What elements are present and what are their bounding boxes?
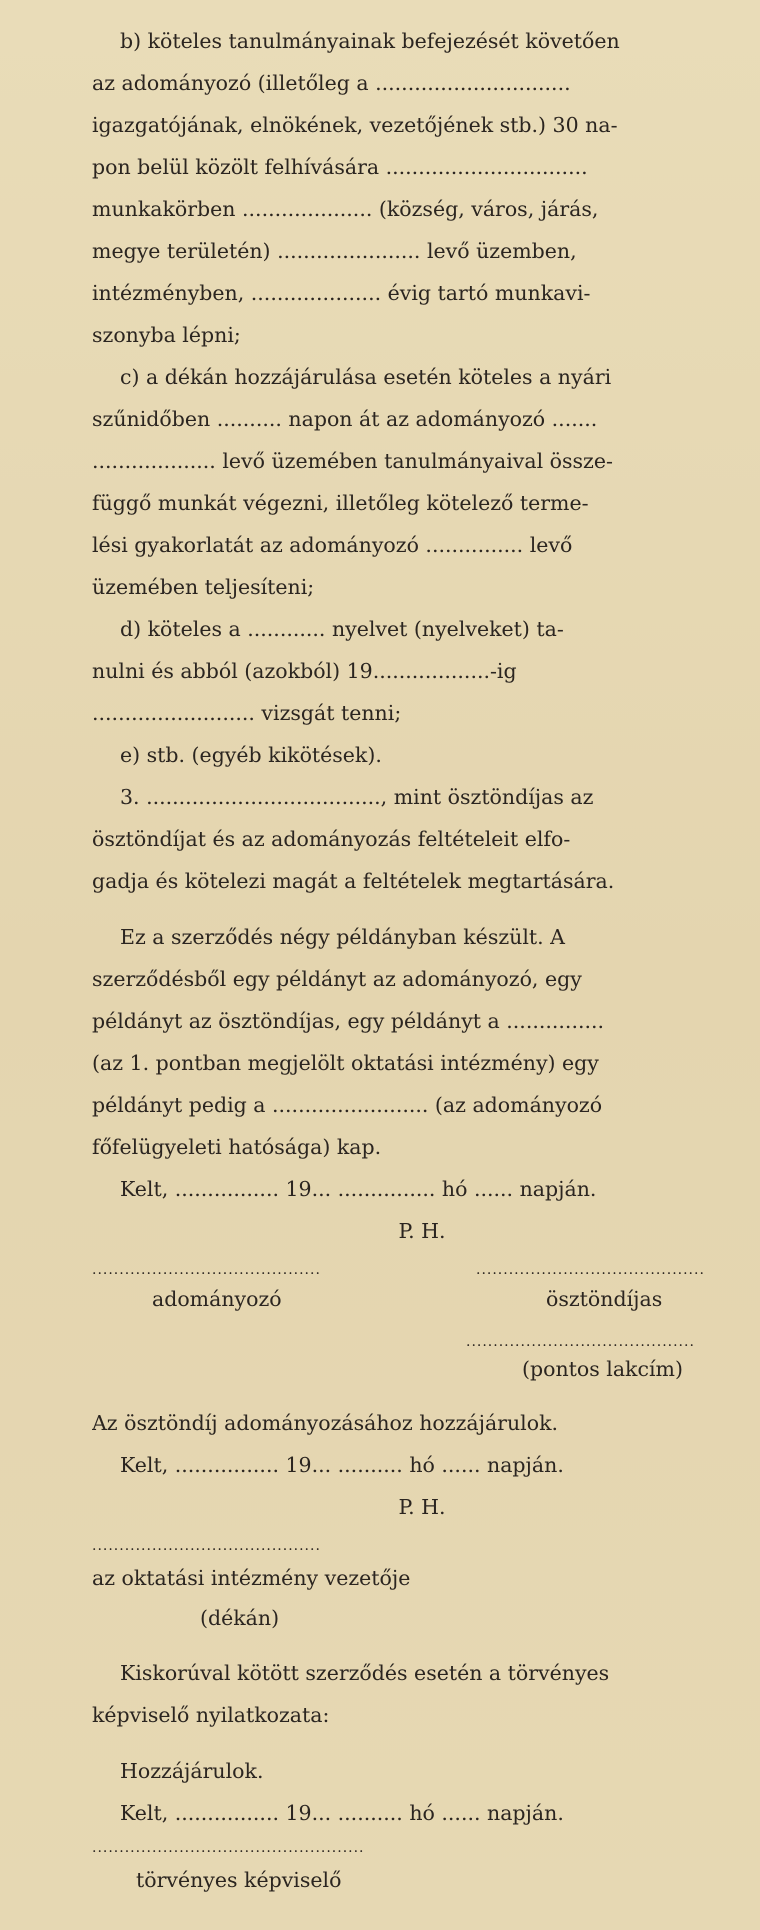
text-line: főfelügyeleti hatósága) kap. (92, 1135, 382, 1159)
signature-labels (92, 1282, 752, 1326)
scholar-label: ösztöndíjas (546, 1287, 663, 1311)
closing-paragraph (92, 916, 752, 1168)
donor-label: adományozó (152, 1287, 282, 1311)
text-line: b) köteles tanulmányainak befejezését követően (120, 29, 620, 53)
text-line: szonyba lépni; (92, 323, 241, 347)
paragraph-d (92, 608, 752, 734)
date-line: Kelt, ................ 19... ............... hó ...... napján. (120, 1177, 597, 1201)
text-line: Kiskorúval kötött szerződés esetén a törvényes (120, 1661, 610, 1685)
stamp-placeholder: P. H. (398, 1495, 446, 1519)
paragraph-3 (92, 776, 752, 902)
text-line: munkakörben .................... (község, város, járás, (92, 197, 599, 221)
text-line: c) a dékán hozzájárulása esetén köteles a nyári (120, 365, 612, 389)
signature-line-representative: .................................................. (92, 1840, 365, 1856)
text-line: ................... levő üzemében tanulmányaival össze- (92, 449, 613, 473)
signature-line-scholar: .......................................... (476, 1262, 705, 1278)
text-line: függő munkát végezni, illetőleg kötelező terme- (92, 491, 589, 515)
date-line: Kelt, ................ 19... .......... hó ...... napján. (120, 1453, 564, 1477)
paragraph-c (92, 356, 752, 608)
text-line: Ez a szerződés négy példányban készült. A (120, 925, 565, 949)
text-line: 3. ...................................., mint ösztöndíjas az (120, 785, 594, 809)
text-line: lési gyakorlatát az adományozó ............... levő (92, 533, 573, 557)
text-line: ösztöndíjat és az adományozás feltételeit elfo- (92, 827, 571, 851)
signature-line-dean: .......................................... (92, 1538, 321, 1554)
dean-label: az oktatási intézmény vezetője (92, 1566, 411, 1590)
dean-title: (dékán) (200, 1606, 280, 1630)
text-line: megye területén) ...................... levő üzemben, (92, 239, 577, 263)
text-line: igazgatójának, elnökének, vezetőjének stb.) 30 na- (92, 113, 618, 137)
consent-text: Az ösztöndíj adományozásához hozzájárulok. (92, 1411, 559, 1435)
text-line: nulni és abból (azokból) 19..................-ig (92, 659, 517, 683)
text-line: Hozzájárulok. (120, 1759, 264, 1783)
paragraph-b (92, 20, 752, 356)
text-line: példányt az ösztöndíjas, egy példányt a ............... (92, 1009, 605, 1033)
address-row (92, 1326, 752, 1352)
text-line: intézményben, .................... évig tartó munkavi- (92, 281, 591, 305)
signature-line-donor: .......................................... (92, 1262, 321, 1278)
text-line: képviselő nyilatkozata: (92, 1703, 330, 1727)
text-line: az adományozó (illetőleg a .............................. (92, 71, 571, 95)
representative-label: törvényes képviselő (136, 1868, 342, 1892)
address-label-row (92, 1352, 752, 1402)
text-line: ......................... vizsgát tenni; (92, 701, 402, 725)
text-line: e) stb. (egyéb kikötések). (120, 743, 382, 767)
text-line: pon belül közölt felhívására ............................... (92, 155, 588, 179)
text-line: d) köteles a ............ nyelvet (nyelveket) ta- (120, 617, 564, 641)
signature-row (92, 1252, 752, 1282)
paragraph-e (92, 734, 752, 776)
address-line: .......................................... (466, 1334, 695, 1350)
text-line: szűnidőben .......... napon át az adományozó ....... (92, 407, 598, 431)
text-line: (az 1. pontban megjelölt oktatási intézmény) egy (92, 1051, 599, 1075)
address-label: (pontos lakcím) (522, 1357, 683, 1381)
representative-signature-row (92, 1834, 752, 1860)
dean-signature-row (92, 1528, 752, 1558)
stamp-placeholder: P. H. (398, 1219, 446, 1243)
text-line: szerződésből egy példányt az adományozó, egy (92, 967, 582, 991)
text-line: gadja és kötelezi magát a feltételek megtartására. (92, 869, 615, 893)
text-line: példányt pedig a ........................ (az adományozó (92, 1093, 603, 1117)
date-line: Kelt, ................ 19... .......... hó ...... napján. (120, 1801, 564, 1825)
text-line: üzemében teljesíteni; (92, 575, 315, 599)
